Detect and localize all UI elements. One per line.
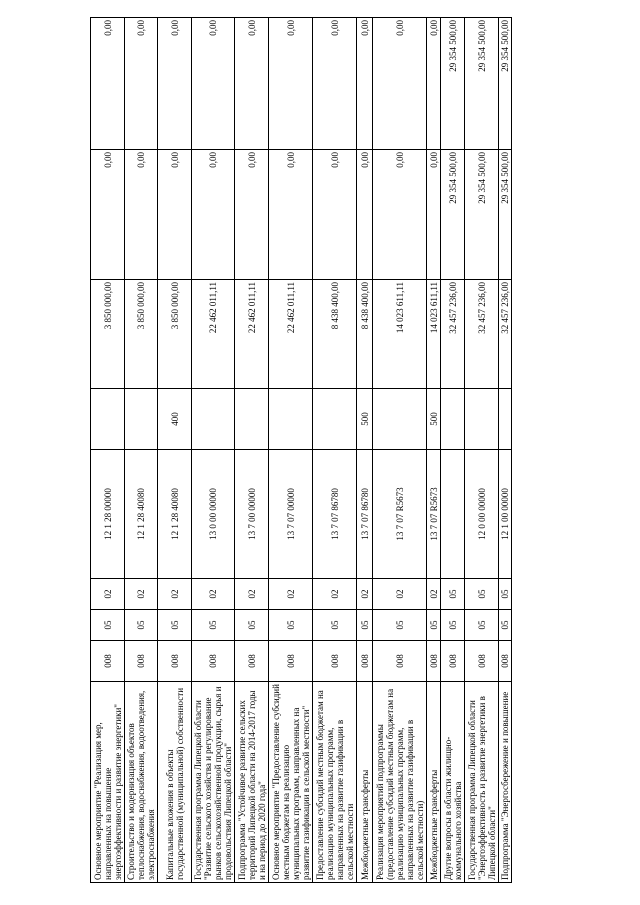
amount-year1-cell: 14 023 611,11 xyxy=(427,280,441,389)
expense-type-code-cell xyxy=(91,389,125,450)
table-row xyxy=(158,18,192,883)
table-row xyxy=(313,18,357,883)
target-article-code-cell: 13 7 07 R5673 xyxy=(427,450,441,579)
target-article-code-cell: 13 7 00 00000 xyxy=(235,450,269,579)
section-code-cell: 05 xyxy=(373,610,427,641)
grbs-code-cell: 008 xyxy=(465,641,499,682)
expense-type-code-cell xyxy=(125,389,158,450)
table-row xyxy=(441,18,465,883)
amount-year3-cell: 0,00 xyxy=(269,18,313,150)
expense-type-code-cell xyxy=(441,389,465,450)
amount-year1-cell: 22 462 011,11 xyxy=(269,280,313,389)
section-code-cell: 05 xyxy=(192,610,235,641)
amount-year2-cell: 0,00 xyxy=(235,150,269,280)
grbs-code-cell: 008 xyxy=(427,641,441,682)
subsection-code-cell: 02 xyxy=(125,579,158,610)
table-row xyxy=(357,18,373,883)
subsection-code-cell: 02 xyxy=(313,579,357,610)
grbs-code-cell: 008 xyxy=(158,641,192,682)
target-article-code-cell: 13 7 07 86780 xyxy=(313,450,357,579)
target-article-code-cell: 13 0 00 00000 xyxy=(192,450,235,579)
amount-year1-cell: 3 850 000,00 xyxy=(91,280,125,389)
row-name-cell: Предоставление субсидий местным бюджетам на реализацию муниципальных программ, направленных на развитие газификации в сельской местности xyxy=(313,682,357,883)
table-row xyxy=(373,18,427,883)
grbs-code-cell: 008 xyxy=(373,641,427,682)
target-article-code-cell: 12 1 28 40080 xyxy=(158,450,192,579)
amount-year3-cell: 0,00 xyxy=(357,18,373,150)
amount-year3-cell: 0,00 xyxy=(192,18,235,150)
grbs-code-cell: 008 xyxy=(269,641,313,682)
target-article-code-cell: 12 0 00 00000 xyxy=(465,450,499,579)
section-code-cell: 05 xyxy=(465,610,499,641)
expense-type-code-cell xyxy=(235,389,269,450)
amount-year3-cell: 29 354 500,00 xyxy=(441,18,465,150)
row-name-cell: Межбюджетные трансферты xyxy=(427,682,441,883)
expense-type-code-cell: 500 xyxy=(427,389,441,450)
table-row xyxy=(91,18,125,883)
section-code-cell: 05 xyxy=(269,610,313,641)
target-article-code-cell: 13 7 07 00000 xyxy=(269,450,313,579)
subsection-code-cell: 02 xyxy=(357,579,373,610)
row-name-cell: Государственная программа Липецкой области "Энергоэффективность и развитие энергетики в Липецкой области" xyxy=(465,682,499,883)
table-row xyxy=(269,18,313,883)
amount-year1-cell: 22 462 011,11 xyxy=(235,280,269,389)
amount-year3-cell: 0,00 xyxy=(125,18,158,150)
budget-table-rotated xyxy=(90,18,540,883)
amount-year2-cell: 0,00 xyxy=(91,150,125,280)
row-name-cell: Реализация мероприятий подпрограммы (предоставление субсидий местным бюджетам на реализацию муниципальных программ, направленных на развитие газификации в сельской местности) xyxy=(373,682,427,883)
grbs-code-cell: 008 xyxy=(441,641,465,682)
grbs-code-cell: 008 xyxy=(125,641,158,682)
row-name-cell: Подпрограмма "Устойчивое развитие сельских территорий Липецкой области на 2014-2017 годы и на период до 2020 года" xyxy=(235,682,269,883)
section-code-cell: 05 xyxy=(427,610,441,641)
subsection-code-cell: 02 xyxy=(373,579,427,610)
amount-year2-cell: 0,00 xyxy=(373,150,427,280)
target-article-code-cell xyxy=(441,450,465,579)
amount-year1-cell: 3 850 000,00 xyxy=(125,280,158,389)
row-name-cell: Межбюджетные трансферты xyxy=(357,682,373,883)
table-row xyxy=(427,18,441,883)
amount-year2-cell: 29 354 500,00 xyxy=(465,150,499,280)
table-row xyxy=(235,18,269,883)
target-article-code-cell: 12 1 28 40080 xyxy=(125,450,158,579)
subsection-code-cell: 02 xyxy=(158,579,192,610)
section-code-cell: 05 xyxy=(91,610,125,641)
amount-year1-cell: 14 023 611,11 xyxy=(373,280,427,389)
grbs-code-cell: 008 xyxy=(235,641,269,682)
row-name-cell: Государственная программа Липецкой области "Развитие сельского хозяйства и регулирование рынков сельскохозяйственной продукции, сырья и продовольствия Липецкой области" xyxy=(192,682,235,883)
amount-year2-cell: 29 354 500,00 xyxy=(441,150,465,280)
table-row xyxy=(465,18,499,883)
amount-year2-cell: 0,00 xyxy=(125,150,158,280)
amount-year3-cell: 0,00 xyxy=(373,18,427,150)
amount-year3-cell: 0,00 xyxy=(313,18,357,150)
amount-year2-cell: 29 354 500,00 xyxy=(499,150,512,280)
expense-type-code-cell: 400 xyxy=(158,389,192,450)
subsection-code-cell: 05 xyxy=(441,579,465,610)
subsection-code-cell: 02 xyxy=(235,579,269,610)
amount-year3-cell: 0,00 xyxy=(158,18,192,150)
section-code-cell: 05 xyxy=(125,610,158,641)
amount-year1-cell: 8 438 400,00 xyxy=(313,280,357,389)
row-name-cell: Другие вопросы в области жилищно-коммунального хозяйства xyxy=(441,682,465,883)
row-name-cell: Основное мероприятие "Предоставление субсидий местным бюджетам на реализацию муниципальных программ, направленных на развитие газификации в сельской местности" xyxy=(269,682,313,883)
expense-type-code-cell xyxy=(499,389,512,450)
amount-year1-cell: 22 462 011,11 xyxy=(192,280,235,389)
amount-year2-cell: 0,00 xyxy=(158,150,192,280)
amount-year3-cell: 0,00 xyxy=(427,18,441,150)
grbs-code-cell: 008 xyxy=(499,641,512,682)
amount-year1-cell: 32 457 236,00 xyxy=(465,280,499,389)
row-name-cell: Строительство и модернизация объектов теплоснабжения, водоснабжения, водоотведения, электроснабжения xyxy=(125,682,158,883)
grbs-code-cell: 008 xyxy=(357,641,373,682)
amount-year3-cell: 29 354 500,00 xyxy=(499,18,512,150)
section-code-cell: 05 xyxy=(313,610,357,641)
target-article-code-cell: 12 1 28 00000 xyxy=(91,450,125,579)
amount-year3-cell: 0,00 xyxy=(235,18,269,150)
expense-type-code-cell xyxy=(269,389,313,450)
subsection-code-cell: 05 xyxy=(499,579,512,610)
subsection-code-cell: 02 xyxy=(269,579,313,610)
grbs-code-cell: 008 xyxy=(91,641,125,682)
amount-year1-cell: 32 457 236,00 xyxy=(499,280,512,389)
subsection-code-cell: 02 xyxy=(192,579,235,610)
expense-type-code-cell xyxy=(373,389,427,450)
section-code-cell: 05 xyxy=(235,610,269,641)
target-article-code-cell: 13 7 07 86780 xyxy=(357,450,373,579)
expense-type-code-cell xyxy=(465,389,499,450)
amount-year2-cell: 0,00 xyxy=(313,150,357,280)
amount-year3-cell: 0,00 xyxy=(91,18,125,150)
budget-table xyxy=(90,17,512,883)
expense-type-code-cell xyxy=(313,389,357,450)
row-name-cell: Основное мероприятие "Реализация мер, направленных на повышение энергоэффективности и развитие энергетики" xyxy=(91,682,125,883)
amount-year1-cell: 32 457 236,00 xyxy=(441,280,465,389)
section-code-cell: 05 xyxy=(158,610,192,641)
amount-year1-cell: 3 850 000,00 xyxy=(158,280,192,389)
subsection-code-cell: 05 xyxy=(465,579,499,610)
amount-year2-cell: 0,00 xyxy=(357,150,373,280)
expense-type-code-cell xyxy=(192,389,235,450)
table-row xyxy=(125,18,158,883)
amount-year1-cell: 8 438 400,00 xyxy=(357,280,373,389)
target-article-code-cell: 12 1 00 00000 xyxy=(499,450,512,579)
row-name-cell: Капитальные вложения в объекты государственной (муниципальной) собственности xyxy=(158,682,192,883)
grbs-code-cell: 008 xyxy=(192,641,235,682)
amount-year2-cell: 0,00 xyxy=(427,150,441,280)
target-article-code-cell: 13 7 07 R5673 xyxy=(373,450,427,579)
amount-year2-cell: 0,00 xyxy=(192,150,235,280)
grbs-code-cell: 008 xyxy=(313,641,357,682)
subsection-code-cell: 02 xyxy=(427,579,441,610)
table-body xyxy=(91,18,512,883)
table-row xyxy=(499,18,512,883)
section-code-cell: 05 xyxy=(441,610,465,641)
table-row xyxy=(192,18,235,883)
expense-type-code-cell: 500 xyxy=(357,389,373,450)
amount-year2-cell: 0,00 xyxy=(269,150,313,280)
row-name-cell: Подпрограмма "Энергосбережение и повышение xyxy=(499,682,512,883)
subsection-code-cell: 02 xyxy=(91,579,125,610)
amount-year3-cell: 29 354 500,00 xyxy=(465,18,499,150)
section-code-cell: 05 xyxy=(357,610,373,641)
section-code-cell: 05 xyxy=(499,610,512,641)
